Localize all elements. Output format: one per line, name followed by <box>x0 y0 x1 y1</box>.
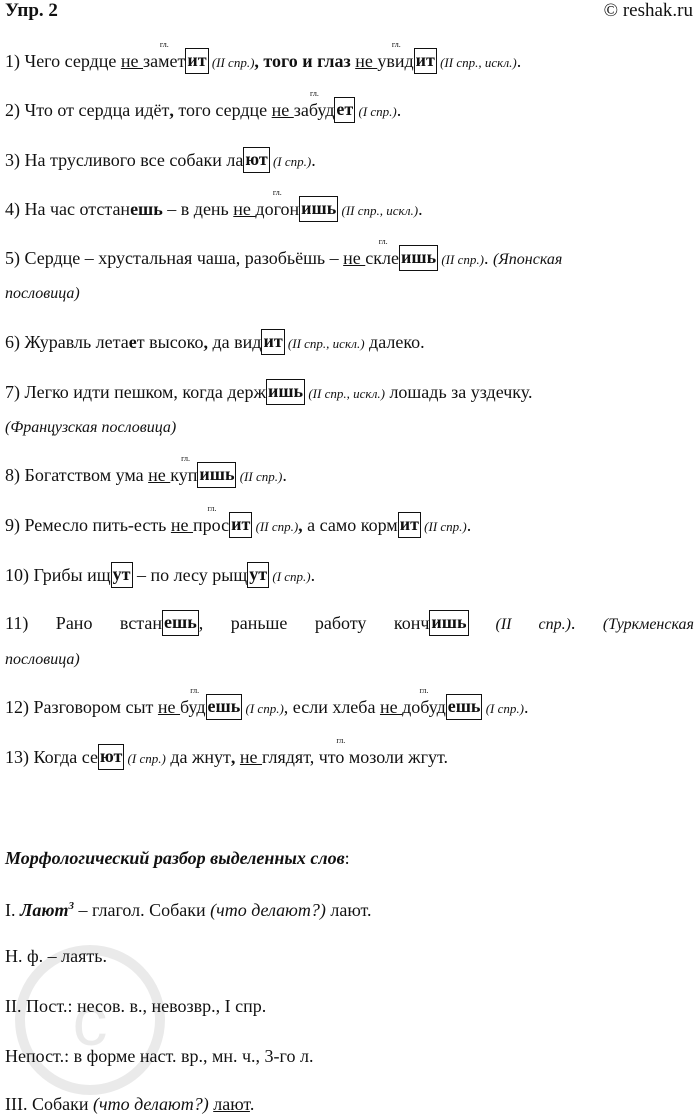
ending-box: ишь <box>197 462 236 488</box>
sentence-7: 7) Легко идти пешком, когда держ ишь (II спр., искл.) лошадь за уздечку. <box>5 381 532 405</box>
svg-text:c: c <box>72 982 108 1060</box>
ending-box: ишь <box>299 196 338 222</box>
ending-box: ит <box>398 512 421 538</box>
analysis-p2: Н. ф. – лаять. <box>5 946 107 966</box>
sentence-5: 5) Сердце – хрустальная чаша, разобьёшь – не гл. скле ишь (II спр.). (Японская <box>5 247 562 271</box>
sentence-1: 1) Чего сердце не гл. замет ит (II спр.), того и глаз не гл. увид ит (II спр., искл.). <box>5 50 521 74</box>
sentence-5-source: пословица) <box>5 285 80 302</box>
copyright: © reshak.ru <box>603 0 693 21</box>
sentence-13: 13) Когда се ют (I спр.) да жнут, не гл. глядят, что мозоли жгут. <box>5 746 448 770</box>
ending-box: ут <box>247 562 269 588</box>
sentence-12: 12) Разговором сыт не гл. буд ешь (I спр.), если хлеба не гл. добуд ешь (I спр.). <box>5 696 528 720</box>
sentence-4: 4) На час отстанешь – в день не гл. догон ишь (II спр., искл.). <box>5 198 423 222</box>
ending-box: ешь <box>446 694 483 720</box>
ending-box: ишь <box>429 610 468 636</box>
ending-box: ют <box>98 744 124 770</box>
ending-box: ут <box>111 562 133 588</box>
analysis-p3: II. Пост.: несов. в., невозвр., I спр. <box>5 996 267 1016</box>
analysis-p5: III. Собаки (что делают?) лают. <box>5 1094 255 1114</box>
analysis-heading: Морфологический разбор выделенных слов: <box>5 848 350 868</box>
watermark-logo-icon <box>0 880 240 1120</box>
page-header <box>5 0 693 30</box>
ending-box: ит <box>414 48 437 74</box>
exercise-title: Упр. 2 <box>5 0 58 21</box>
analysis-p1: I. Лают$^3$ – глагол. Собаки (что делают?) лают. <box>5 900 372 920</box>
ending-box: ит <box>229 512 252 538</box>
sentence-8: 8) Богатством ума не гл. куп ишь (II спр.). <box>5 464 287 488</box>
sentence-3: 3) На трусливого все собаки ла ют (I спр.). <box>5 149 316 173</box>
sentence-9: 9) Ремесло пить-есть не гл. прос ит (II спр.), а само корм ит (II спр.). <box>5 514 471 538</box>
ending-box: ит <box>261 329 284 355</box>
ending-box: ишь <box>266 379 305 405</box>
ending-box: ешь <box>162 610 199 636</box>
sentence-10: 10) Грибы ищ ут – по лесу рыщ ут (I спр.). <box>5 564 315 588</box>
ending-box: ет <box>334 97 355 123</box>
sentence-7-source: (Французская пословица) <box>5 419 177 436</box>
ending-box: ишь <box>399 245 438 271</box>
ending-box: ит <box>185 48 208 74</box>
ending-box: ют <box>243 147 269 173</box>
ending-box: ешь <box>206 694 243 720</box>
sentence-11-source: пословица) <box>5 651 80 668</box>
analysis-p4: Непост.: в форме наст. вр., мн. ч., 3-го л. <box>5 1046 314 1066</box>
sentence-6: 6) Журавль летает высоко, да вид ит (II спр., искл.) далеко. <box>5 331 425 355</box>
sentence-2: 2) Что от сердца идёт, того сердце не гл. забуд ет (I спр.). <box>5 99 401 123</box>
sentence-11: 11) Рано встан ешь , раньше работу конч ишь (II спр.). (Туркменская <box>5 612 694 636</box>
